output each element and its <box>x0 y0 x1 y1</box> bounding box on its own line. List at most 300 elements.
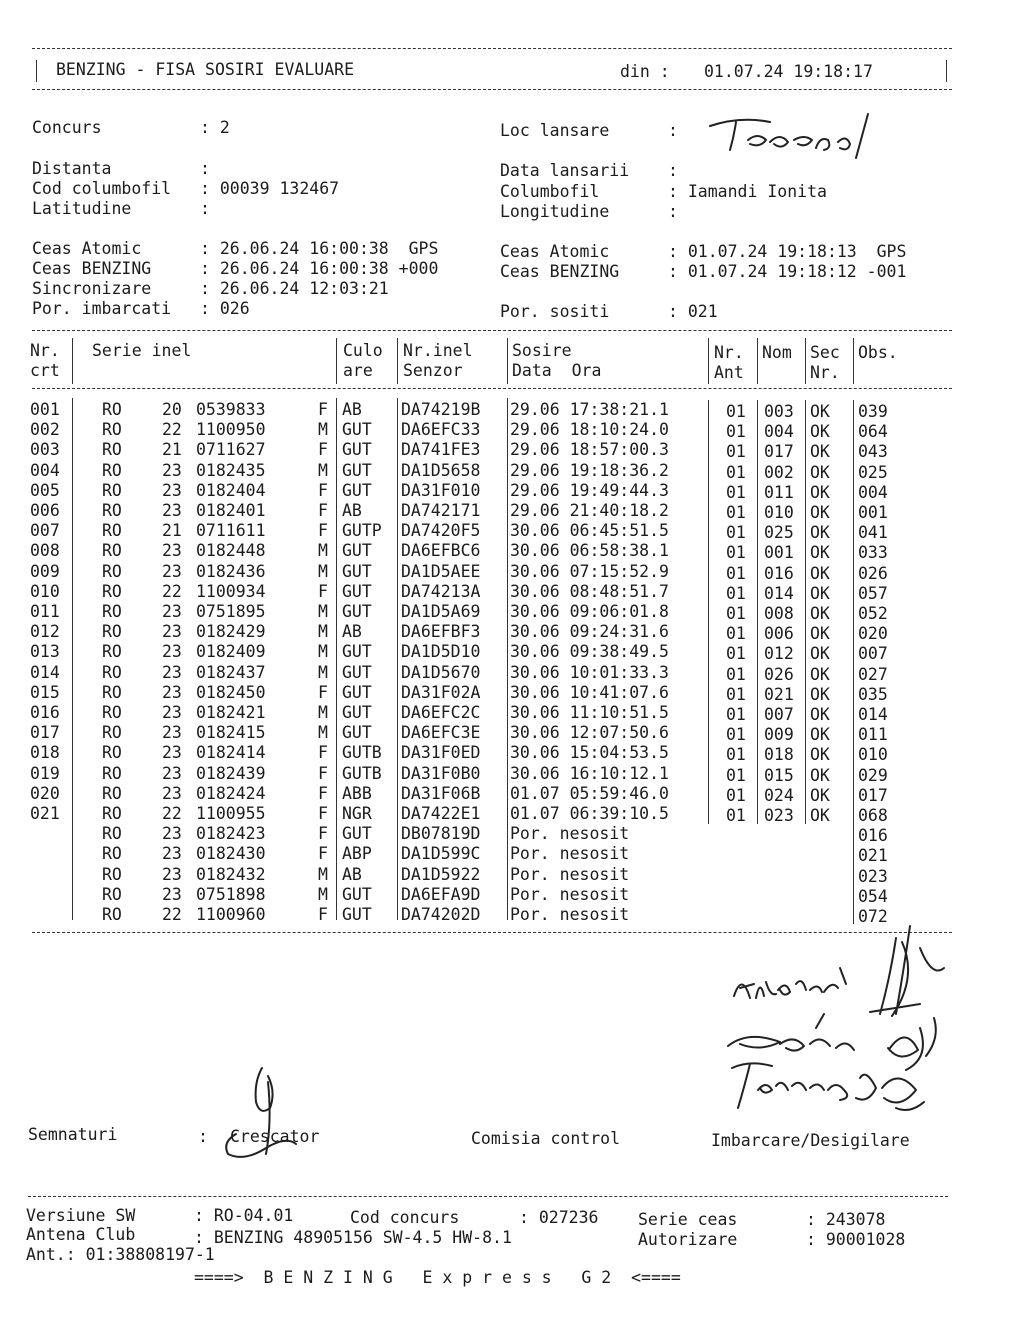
color: GUT <box>342 905 372 924</box>
observation: 057 <box>858 583 888 603</box>
ring-number: 0182421 <box>196 703 266 722</box>
sensor-ring: DA31F02A <box>401 682 481 702</box>
antenna-number: 01 <box>726 765 746 785</box>
arrival-time: Por. nesosit <box>510 824 630 844</box>
header-right-border <box>946 60 947 82</box>
nomination: 001 <box>764 543 794 563</box>
country-code: RO <box>102 501 122 520</box>
antenna-number: 01 <box>726 664 746 684</box>
color: GUT <box>342 420 372 440</box>
color: GUT <box>342 480 372 500</box>
security-status: OK <box>810 402 830 421</box>
col-divider <box>757 400 758 824</box>
sex: M <box>318 884 328 904</box>
arrival-time: 29.06 17:38:21.1 <box>510 400 669 419</box>
sensor-ring: DA31F06B <box>401 783 481 803</box>
row-number: 001 <box>30 400 60 419</box>
antenna-number: 01 <box>726 583 746 603</box>
observation: 052 <box>858 604 888 623</box>
ring-number: 0751898 <box>196 884 266 904</box>
security-status: OK <box>810 664 830 684</box>
arrival-time: 01.07 05:59:46.0 <box>510 783 669 803</box>
sex: F <box>318 400 328 419</box>
security-status: OK <box>810 765 830 785</box>
nomination: 024 <box>764 785 794 805</box>
observation: 023 <box>858 866 888 886</box>
longitudine-label: Longitudine <box>500 202 610 221</box>
imbarcare-label: Imbarcare/Desigilare <box>711 1131 910 1150</box>
color: NGR <box>342 804 372 823</box>
concurs-label: Concurs <box>32 118 102 137</box>
ring-number: 0182439 <box>196 763 266 783</box>
security-status: OK <box>810 543 830 563</box>
sex: F <box>318 501 328 520</box>
sensor-ring: DA1D599C <box>401 844 481 864</box>
ring-number: 1100950 <box>196 420 266 440</box>
country-code: RO <box>102 905 122 924</box>
ring-year: 21 <box>162 521 182 541</box>
header-sec: Sec <box>810 343 840 362</box>
columbofil-label: Columbofil <box>500 182 600 201</box>
security-status: OK <box>810 482 830 502</box>
loc-lansare-handwritten <box>700 108 880 164</box>
security-status: OK <box>810 806 830 825</box>
arrival-time: 29.06 21:40:18.2 <box>510 501 669 520</box>
ring-number: 0539833 <box>196 400 266 419</box>
row-number: 015 <box>30 682 60 702</box>
arrival-time: 30.06 10:41:07.6 <box>510 682 669 702</box>
color: GUT <box>342 682 372 702</box>
header-obs: Obs. <box>858 343 898 362</box>
col-divider <box>853 338 854 384</box>
antenna-number: 01 <box>726 745 746 765</box>
observation: 039 <box>858 402 888 421</box>
arrival-time: 30.06 09:38:49.5 <box>510 642 669 662</box>
sex: F <box>318 682 328 702</box>
country-code: RO <box>102 743 122 763</box>
sex: F <box>318 804 328 823</box>
nomination: 009 <box>764 725 794 745</box>
observation: 064 <box>858 422 888 442</box>
ring-year: 23 <box>162 541 182 561</box>
country-code: RO <box>102 804 122 823</box>
row-number: 008 <box>30 541 60 561</box>
data-lansarii-value: : <box>668 161 678 180</box>
arrival-time: 30.06 11:10:51.5 <box>510 703 669 722</box>
country-code: RO <box>102 480 122 500</box>
sensor-ring: DA74219B <box>401 400 481 419</box>
antenna-number: 01 <box>726 705 746 724</box>
observation: 033 <box>858 543 888 563</box>
ring-year: 23 <box>162 602 182 621</box>
color: AB <box>342 864 362 884</box>
antenna-number: 01 <box>726 402 746 421</box>
ring-number: 0182435 <box>196 460 266 480</box>
color: AB <box>342 501 362 520</box>
arrival-time: 29.06 18:10:24.0 <box>510 420 669 440</box>
security-status: OK <box>810 785 830 805</box>
sincronizare-label: Sincronizare <box>32 279 152 298</box>
antenna-number: 01 <box>726 725 746 745</box>
antena-value: : BENZING 48905156 SW-4.5 HW-8.1 <box>194 1228 512 1247</box>
row-number: 004 <box>30 460 60 480</box>
ring-number: 1100934 <box>196 581 266 601</box>
observation: 043 <box>858 442 888 462</box>
longitudine-value: : <box>668 202 678 221</box>
cod-concurs-value: : 027236 <box>519 1208 599 1227</box>
row-number: 016 <box>30 703 60 722</box>
row-number: 011 <box>30 602 60 621</box>
ring-number: 1100960 <box>196 905 266 924</box>
nomination: 018 <box>764 745 794 765</box>
security-status: OK <box>810 624 830 644</box>
report-datetime: 01.07.24 19:18:17 <box>704 62 873 81</box>
row-number: 009 <box>30 561 60 581</box>
versiune-label: Versiune SW <box>26 1206 136 1225</box>
ceas-atomic-end-value: : 01.07.24 19:18:13 GPS <box>668 242 907 261</box>
header-serie-inel: Serie inel <box>92 341 192 360</box>
observation: 041 <box>858 523 888 543</box>
latitudine-label: Latitudine <box>32 199 132 218</box>
ring-number: 0182424 <box>196 783 266 803</box>
sex: F <box>318 905 328 924</box>
nomination: 002 <box>764 462 794 482</box>
ring-number: 0182415 <box>196 723 266 743</box>
row-number: 017 <box>30 723 60 743</box>
ring-year: 22 <box>162 581 182 601</box>
serie-ceas-label: Serie ceas <box>638 1210 738 1229</box>
ring-number: 0182436 <box>196 561 266 581</box>
col-divider <box>853 400 854 924</box>
por-sositi-label: Por. sositi <box>500 302 610 321</box>
nomination: 012 <box>764 644 794 664</box>
sex: M <box>318 541 328 561</box>
security-status: OK <box>810 583 830 603</box>
row-number: 010 <box>30 581 60 601</box>
nomination: 026 <box>764 664 794 684</box>
nomination: 023 <box>764 806 794 825</box>
color: GUT <box>342 642 372 662</box>
arrival-time: Por. nesosit <box>510 905 630 924</box>
country-code: RO <box>102 783 122 803</box>
sex: M <box>318 622 328 642</box>
row-number: 014 <box>30 662 60 682</box>
header-culoare-2: are <box>343 361 373 380</box>
observation: 014 <box>858 705 888 724</box>
observation: 054 <box>858 886 888 906</box>
observation: 027 <box>858 664 888 684</box>
ring-year: 23 <box>162 763 182 783</box>
sensor-ring: DA7422E1 <box>401 804 481 823</box>
columbofil-value: : Iamandi Ionita <box>668 182 827 201</box>
crescator-handwritten <box>214 1062 314 1162</box>
col-divider <box>708 338 709 384</box>
arrival-time: 30.06 06:45:51.5 <box>510 521 669 541</box>
country-code: RO <box>102 864 122 884</box>
country-code: RO <box>102 400 122 419</box>
ring-year: 21 <box>162 440 182 460</box>
antenna-number: 01 <box>726 422 746 442</box>
ring-number: 0182448 <box>196 541 266 561</box>
arrival-time: 30.06 09:24:31.6 <box>510 622 669 642</box>
ceas-benzing-end-label: Ceas BENZING <box>500 262 620 281</box>
antenna-number: 01 <box>726 604 746 623</box>
row-number: 003 <box>30 440 60 460</box>
ring-year: 23 <box>162 642 182 662</box>
color: GUT <box>342 884 372 904</box>
arrival-time: 30.06 10:01:33.3 <box>510 662 669 682</box>
sex: M <box>318 864 328 884</box>
observation: 020 <box>858 624 888 644</box>
sex: M <box>318 642 328 662</box>
arrival-time: 01.07 06:39:10.5 <box>510 804 669 823</box>
row-number: 021 <box>30 804 60 823</box>
ceas-benzing-start-value: : 26.06.24 16:00:38 +000 <box>200 259 439 278</box>
antenna-number: 01 <box>726 462 746 482</box>
header-ant: Ant <box>714 363 744 382</box>
header-crt: crt <box>30 361 60 380</box>
ring-year: 23 <box>162 783 182 803</box>
ring-number: 0711611 <box>196 521 266 541</box>
security-status: OK <box>810 462 830 482</box>
arrival-time: 29.06 19:18:36.2 <box>510 460 669 480</box>
ring-number: 1100955 <box>196 804 266 823</box>
country-code: RO <box>102 682 122 702</box>
country-code: RO <box>102 824 122 844</box>
header-culoare: Culo <box>343 341 383 360</box>
ring-year: 23 <box>162 622 182 642</box>
col-divider <box>336 398 337 920</box>
header-nr-ant: Nr. <box>714 343 744 362</box>
arrival-time: 29.06 18:57:00.3 <box>510 440 669 460</box>
security-status: OK <box>810 684 830 704</box>
ceas-benzing-start-label: Ceas BENZING <box>32 259 152 278</box>
ceas-atomic-end-label: Ceas Atomic <box>500 242 610 261</box>
sex: M <box>318 602 328 621</box>
sex: F <box>318 844 328 864</box>
country-code: RO <box>102 541 122 561</box>
ring-number: 0182404 <box>196 480 266 500</box>
arrival-time: Por. nesosit <box>510 864 630 884</box>
date-label: din : <box>620 62 670 81</box>
ring-year: 22 <box>162 804 182 823</box>
col-divider <box>397 338 398 384</box>
sex: M <box>318 662 328 682</box>
sex: F <box>318 480 328 500</box>
security-status: OK <box>810 442 830 462</box>
ring-year: 23 <box>162 864 182 884</box>
color: GUT <box>342 561 372 581</box>
loc-lansare-label: Loc lansare <box>500 121 610 140</box>
sensor-ring: DA7420F5 <box>401 521 481 541</box>
ring-number: 0182414 <box>196 743 266 763</box>
arrival-time: 30.06 15:04:53.5 <box>510 743 669 763</box>
sensor-ring: DA31F0B0 <box>401 763 481 783</box>
color: GUTP <box>342 521 382 541</box>
col-divider <box>507 338 508 384</box>
country-code: RO <box>102 763 122 783</box>
color: GUT <box>342 703 372 722</box>
header-sosire: Sosire <box>512 341 572 360</box>
color: GUT <box>342 662 372 682</box>
por-imbarcati-value: : 026 <box>200 299 250 318</box>
sex: F <box>318 763 328 783</box>
sensor-ring: DA1D5A69 <box>401 602 481 621</box>
col-divider <box>507 398 508 920</box>
color: ABP <box>342 844 372 864</box>
header-nom: Nom <box>762 343 792 362</box>
sensor-ring: DA31F0ED <box>401 743 481 763</box>
sex: M <box>318 703 328 722</box>
antenna-number: 01 <box>726 503 746 522</box>
ring-number: 0182437 <box>196 662 266 682</box>
col-divider <box>805 400 806 824</box>
sensor-ring: DA742171 <box>401 501 481 520</box>
row-number: 006 <box>30 501 60 520</box>
por-imbarcati-label: Por. imbarcati <box>32 299 172 318</box>
sensor-ring: DA6EFC2C <box>401 703 481 722</box>
nomination: 015 <box>764 765 794 785</box>
observation: 001 <box>858 503 888 522</box>
arrival-time: 30.06 09:06:01.8 <box>510 602 669 621</box>
antena-id: Ant.: 01:38808197-1 <box>26 1245 215 1264</box>
color: GUT <box>342 723 372 743</box>
sensor-ring: DA6EFBC6 <box>401 541 481 561</box>
semnaturi-sep: : <box>198 1127 208 1146</box>
security-status: OK <box>810 563 830 583</box>
nomination: 007 <box>764 705 794 724</box>
autorizare-label: Autorizare <box>638 1230 738 1249</box>
arrival-time: 29.06 19:49:44.3 <box>510 480 669 500</box>
nomination: 011 <box>764 482 794 502</box>
ring-number: 0182432 <box>196 864 266 884</box>
cod-columbofil-value: : 00039 132467 <box>200 179 340 198</box>
latitudine-value: : <box>200 199 210 218</box>
ring-year: 23 <box>162 723 182 743</box>
antenna-number: 01 <box>726 442 746 462</box>
row-number: 020 <box>30 783 60 803</box>
crescator-label: Crescator <box>230 1127 320 1146</box>
color: GUT <box>342 602 372 621</box>
color: GUTB <box>342 743 382 763</box>
observation: 004 <box>858 482 888 502</box>
color: GUTB <box>342 763 382 783</box>
ring-number: 0751895 <box>196 602 266 621</box>
country-code: RO <box>102 884 122 904</box>
row-number: 013 <box>30 642 60 662</box>
color: GUT <box>342 541 372 561</box>
antenna-number: 01 <box>726 543 746 563</box>
ring-number: 0182450 <box>196 682 266 702</box>
antena-label: Antena Club <box>26 1225 136 1244</box>
col-divider <box>757 338 758 384</box>
nomination: 003 <box>764 402 794 421</box>
antenna-number: 01 <box>726 785 746 805</box>
nomination: 017 <box>764 442 794 462</box>
header-senzor: Senzor <box>403 361 463 380</box>
loc-lansare-sep: : <box>668 121 678 140</box>
row-number: 012 <box>30 622 60 642</box>
country-code: RO <box>102 723 122 743</box>
sensor-ring: DA1D5670 <box>401 662 481 682</box>
country-code: RO <box>102 420 122 440</box>
ceas-benzing-end-value: : 01.07.24 19:18:12 -001 <box>668 262 907 281</box>
versiune-value: : RO-04.01 <box>194 1206 294 1225</box>
ring-year: 23 <box>162 884 182 904</box>
sensor-ring: DA6EFA9D <box>401 884 481 904</box>
nomination: 004 <box>764 422 794 442</box>
antenna-number: 01 <box>726 624 746 644</box>
antenna-number: 01 <box>726 523 746 543</box>
concurs-value: : 2 <box>200 118 230 137</box>
sex: M <box>318 460 328 480</box>
security-status: OK <box>810 523 830 543</box>
country-code: RO <box>102 602 122 621</box>
sex: M <box>318 420 328 440</box>
color: GUT <box>342 440 372 460</box>
country-code: RO <box>102 622 122 642</box>
autorizare-value: : 90001028 <box>806 1230 906 1249</box>
security-status: OK <box>810 644 830 664</box>
observation: 026 <box>858 563 888 583</box>
sensor-ring: DA741FE3 <box>401 440 481 460</box>
cod-concurs-label: Cod concurs <box>350 1208 460 1227</box>
nomination: 008 <box>764 604 794 623</box>
row-number: 007 <box>30 521 60 541</box>
arrival-time: 30.06 07:15:52.9 <box>510 561 669 581</box>
nomination: 021 <box>764 684 794 704</box>
cod-columbofil-label: Cod columbofil <box>32 179 172 198</box>
ring-year: 23 <box>162 561 182 581</box>
sex: F <box>318 581 328 601</box>
sex: M <box>318 723 328 743</box>
por-sositi-value: : 021 <box>668 302 718 321</box>
sex: F <box>318 783 328 803</box>
sensor-ring: DA6EFC33 <box>401 420 481 440</box>
antenna-number: 01 <box>726 684 746 704</box>
arrival-time: 30.06 12:07:50.6 <box>510 723 669 743</box>
country-code: RO <box>102 642 122 662</box>
sex: M <box>318 561 328 581</box>
country-code: RO <box>102 561 122 581</box>
sensor-ring: DA1D5AEE <box>401 561 481 581</box>
country-code: RO <box>102 703 122 722</box>
security-status: OK <box>810 503 830 522</box>
semnaturi-label: Semnaturi <box>28 1125 118 1144</box>
header-bottom-rule <box>32 89 952 90</box>
antenna-number: 01 <box>726 482 746 502</box>
country-code: RO <box>102 581 122 601</box>
color: GUT <box>342 824 372 844</box>
ring-year: 23 <box>162 480 182 500</box>
col-divider <box>336 338 337 384</box>
nomination: 014 <box>764 583 794 603</box>
ring-number: 0182401 <box>196 501 266 520</box>
antenna-number: 01 <box>726 644 746 664</box>
row-number: 019 <box>30 763 60 783</box>
report-title: BENZING - FISA SOSIRI EVALUARE <box>56 60 355 79</box>
sincronizare-value: : 26.06.24 12:03:21 <box>200 279 389 298</box>
col-divider <box>397 398 398 920</box>
footer-rule <box>28 1196 948 1197</box>
ring-year: 23 <box>162 703 182 722</box>
observation: 011 <box>858 725 888 745</box>
color: AB <box>342 622 362 642</box>
col-divider <box>805 338 806 384</box>
col-divider <box>72 398 73 920</box>
antenna-number: 01 <box>726 563 746 583</box>
ring-number: 0711627 <box>196 440 266 460</box>
